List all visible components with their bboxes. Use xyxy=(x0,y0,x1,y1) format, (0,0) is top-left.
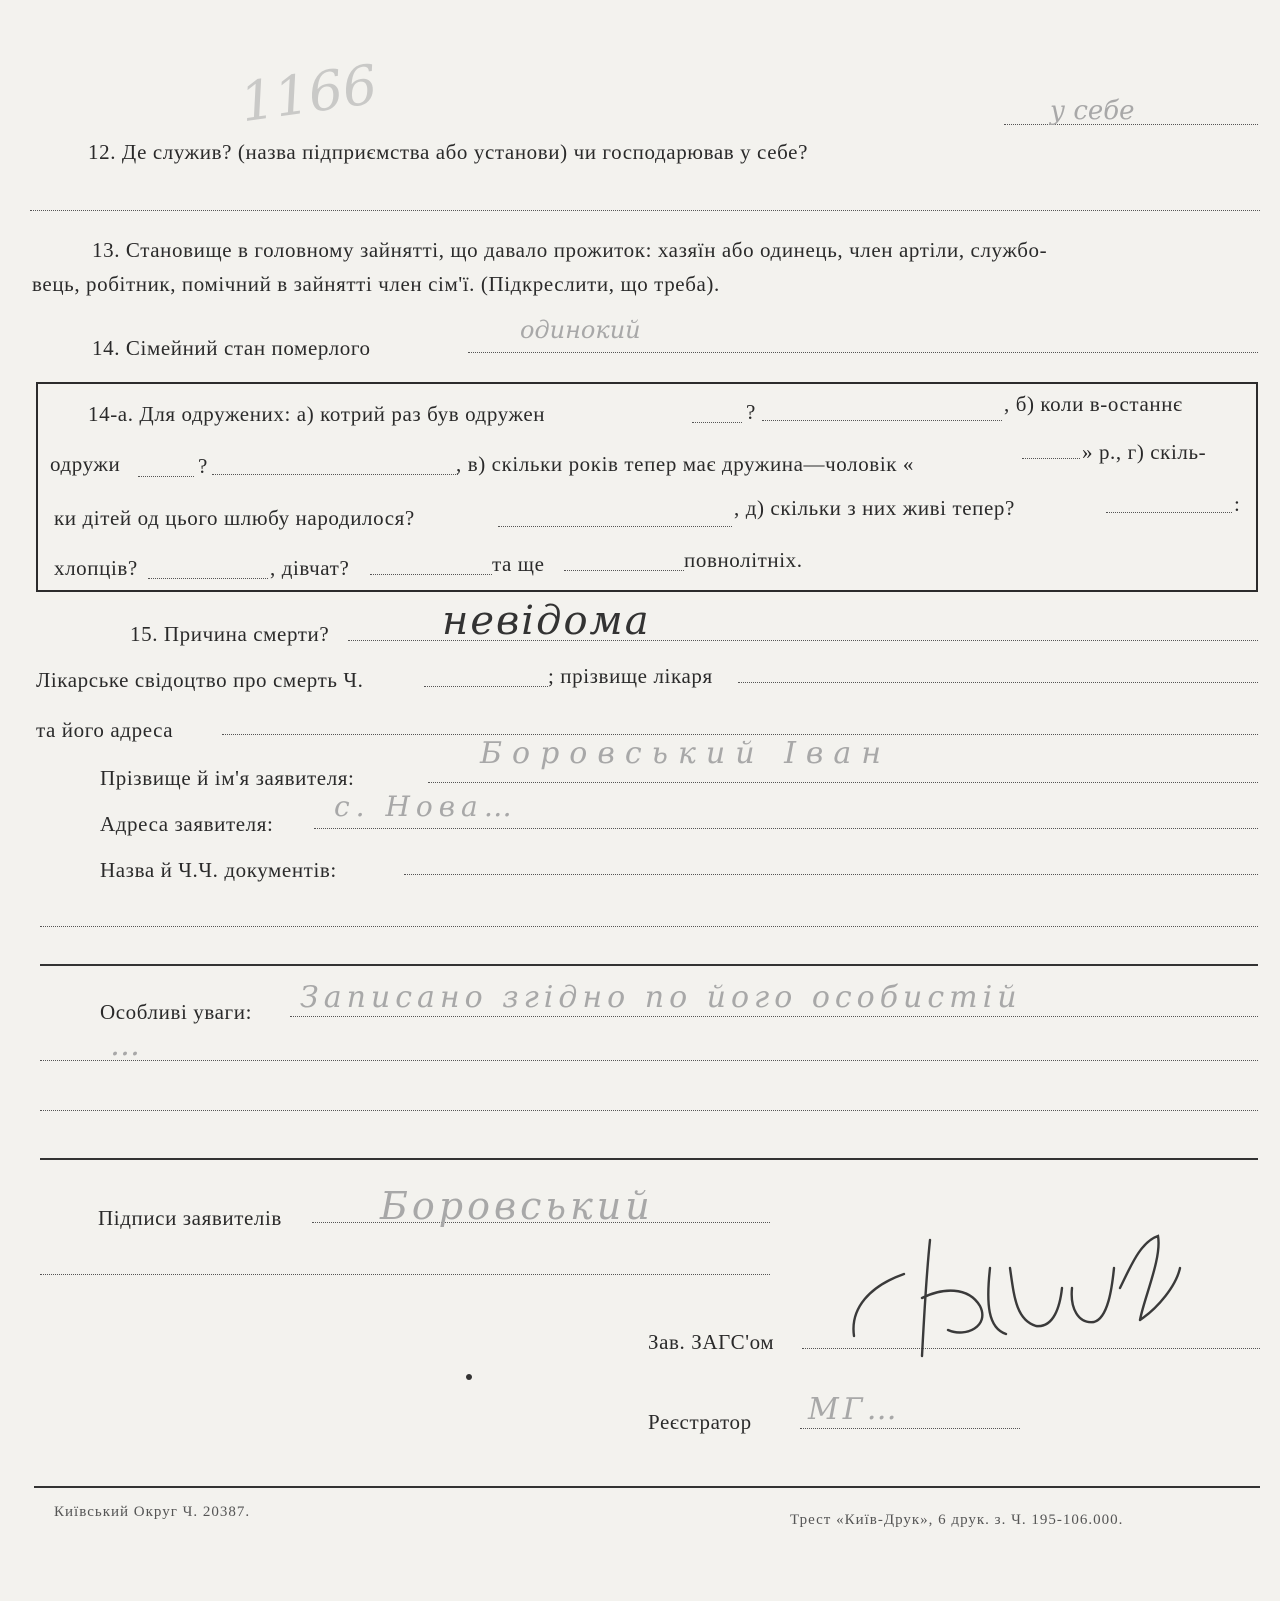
medical-address-label: та його адреса xyxy=(36,718,174,742)
notes-line-3 xyxy=(40,1110,1258,1111)
registrar-label: Реєстратор xyxy=(648,1410,752,1434)
q14a-line1-part2: ? xyxy=(746,400,756,424)
notes-line-1 xyxy=(290,1016,1258,1017)
registrar-signature-line xyxy=(800,1428,1020,1429)
q14a-line4-part1: хлопців? xyxy=(54,556,138,580)
footer-left: Київський Округ Ч. 20387. xyxy=(54,1504,251,1520)
archive-mark: 1166 xyxy=(236,52,382,135)
q14a-line3-part1: ки дітей од цього шлюбу народилося? xyxy=(54,506,415,530)
q14a-line2-part3: , в) скільки років тепер має дружина—чоловік « xyxy=(456,452,915,476)
applicant-address-line xyxy=(314,828,1258,829)
medical-address-line xyxy=(222,734,1258,735)
q14a-line2-part1: одружи xyxy=(50,452,121,476)
medical-doctor-line xyxy=(738,682,1258,683)
q14a-line2-part4: » р., г) скіль- xyxy=(1082,440,1207,464)
applicant-address-label: Адреса заявителя: xyxy=(100,812,274,836)
applicant-docs-line xyxy=(404,874,1258,875)
applicant-name-value: Боровський Іван xyxy=(480,736,892,771)
applicant-docs-line-2 xyxy=(40,926,1258,927)
q14-answer-line xyxy=(468,352,1258,353)
q14a-blank-7 xyxy=(1106,512,1232,513)
section-divider-1 xyxy=(40,964,1258,966)
q14a-line4-part2: , дівчат? xyxy=(270,556,350,580)
q14a-line1-part1: 14-а. Для одружених: а) котрий раз був одружен xyxy=(88,402,546,426)
q15-answer: невідома xyxy=(442,598,651,644)
q13-line1: 13. Становище в головному зайнятті, що давало прожиток: хазяїн або одинець, член артіли, службо- xyxy=(92,238,1048,262)
notes-text-line2: … xyxy=(110,1028,146,1063)
q12-label: 12. Де служив? (назва підприємства або установи) чи господарював у себе? xyxy=(88,140,809,164)
q15-label: 15. Причина смерти? xyxy=(130,622,330,646)
q14-label: 14. Сімейний стан померлого xyxy=(92,336,371,360)
notes-text-line1: Записано згідно по його особистій xyxy=(300,980,1022,1015)
q14a-blank-8 xyxy=(148,578,268,579)
signatures-label: Підписи заявителів xyxy=(98,1206,282,1230)
section-divider-2 xyxy=(40,1158,1258,1160)
q14a-blank-6 xyxy=(498,526,732,527)
notes-label: Особливі уваги: xyxy=(100,1000,253,1024)
q14a-blank-4 xyxy=(212,474,458,475)
q14a-blank-2 xyxy=(762,420,1002,421)
q14a-line4-part4: повнолітніх. xyxy=(684,548,803,572)
q14a-blank-10 xyxy=(564,570,684,571)
q14-answer: одинокий xyxy=(520,316,641,344)
footer-divider xyxy=(34,1486,1260,1488)
medical-number-line xyxy=(424,686,548,687)
q14a-line2-part2: ? xyxy=(198,454,208,478)
q14a-blank-5 xyxy=(1022,458,1080,459)
head-label: Зав. ЗАГС'ом xyxy=(648,1330,775,1354)
head-signature-text: Кузьменко xyxy=(990,1298,996,1299)
ink-dot xyxy=(466,1374,472,1380)
q14a-blank-3 xyxy=(138,476,194,477)
q12-continuation-line xyxy=(30,210,1260,211)
applicant-name-label: Прізвище й ім'я заявителя: xyxy=(100,766,355,790)
applicant-name-line xyxy=(428,782,1258,783)
q14a-line3-part3: : xyxy=(1234,492,1241,516)
q14a-blank-9 xyxy=(370,574,492,575)
signatures-line-2 xyxy=(40,1274,770,1275)
footer-right: Трест «Київ-Друк», 6 друк. з. Ч. 195-106.000. xyxy=(790,1512,1124,1528)
medical-doctor-label: ; прізвище лікаря xyxy=(548,664,713,688)
notes-line-2 xyxy=(40,1060,1258,1061)
head-signature-scribble xyxy=(840,1228,1190,1368)
q14a-line4-part3: та ще xyxy=(492,552,545,576)
applicant-address-value: с. Нова… xyxy=(334,790,518,823)
q14a-line3-part2: , д) скільки з них живі тепер? xyxy=(734,496,1015,520)
q14a-blank-1 xyxy=(692,422,742,423)
q14a-line1-part3: , б) коли в-останнє xyxy=(1004,392,1183,416)
applicant-docs-label: Назва й Ч.Ч. документів: xyxy=(100,858,337,882)
q12-answer: у себе xyxy=(1050,96,1135,126)
applicant-signature: Боровський xyxy=(380,1184,654,1228)
q13-line2: вець, робітник, помічний в зайнятті член сім'ї. (Підкреслити, що треба). xyxy=(32,272,720,296)
registrar-signature: МГ… xyxy=(808,1392,901,1427)
medical-label: Лікарське свідоцтво про смерть Ч. xyxy=(36,668,364,692)
